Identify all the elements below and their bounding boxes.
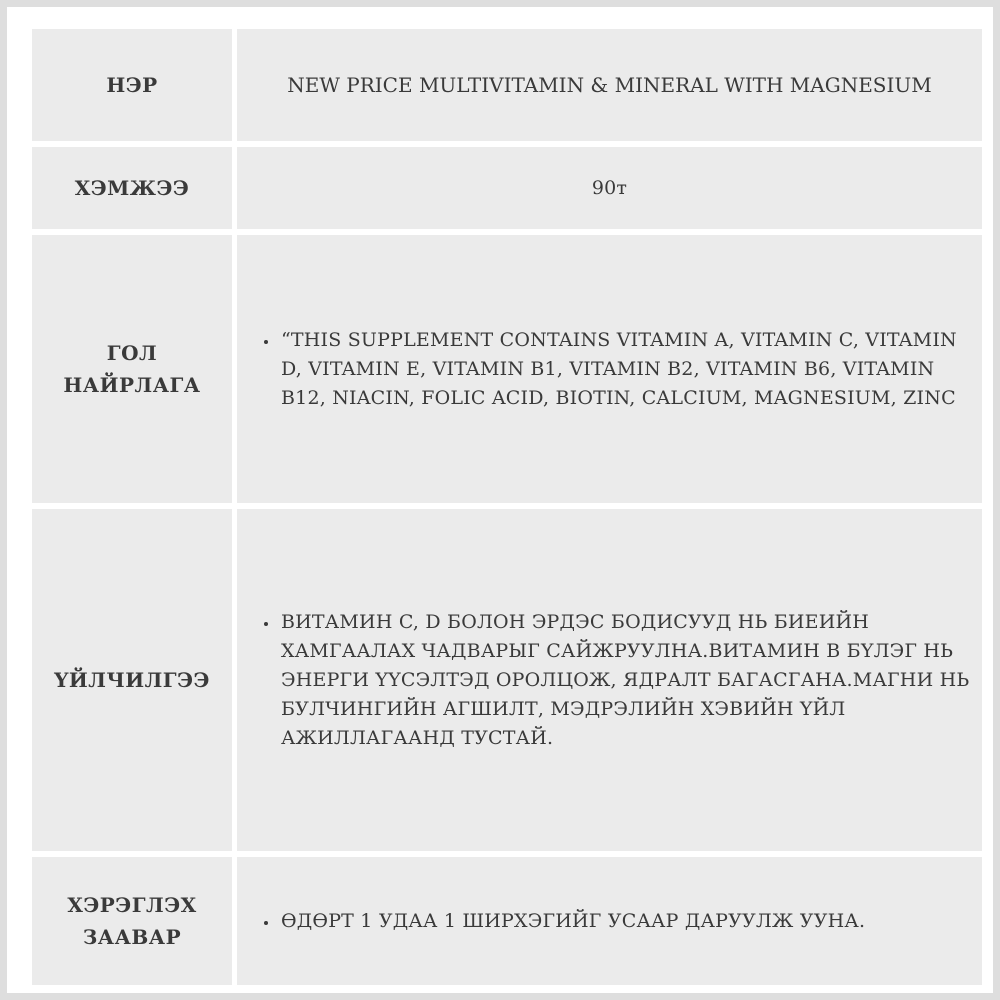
label-usage-line1: ХЭРЭГЛЭХ [67,893,197,917]
benefits-list [237,608,982,753]
usage-list [237,907,873,936]
product-name-text: NEW PRICE MULTIVITAMIN & MINERAL WITH MAGNESIUM [287,72,932,97]
list-item: • ӨДӨРТ 1 УДАА 1 ШИРХЭГИЙГ УСААР ДАРУУЛЖ УУНА. [279,907,865,936]
value-name [237,29,982,141]
label-usage [32,857,232,985]
label-ingredients-line1: ГОЛ [106,341,158,365]
size-text: 90т [591,176,628,199]
label-ingredients-line2: НАЙРЛАГА [63,373,201,397]
value-ingredients [237,235,982,503]
label-benefits-text: ҮЙЛЧИЛГЭЭ [54,668,210,692]
list-item: • “THIS SUPPLEMENT CONTAINS VITAMIN A, VITAMIN C, VITAMIN D, VITAMIN E, VITAMIN B1, VITAMIN B2, VITAMIN B6, VITAMIN B12, NIACIN, FOLIC ACID, BIOTIN, CALCIUM, MAGNESIUM, ZINC [279,326,974,413]
value-usage [237,857,982,985]
label-name-text: НЭР [106,73,158,97]
value-benefits [237,509,982,851]
label-usage-line2: ЗААВАР [82,925,182,949]
label-benefits [32,509,232,851]
label-name [32,29,232,141]
list-item: • ВИТАМИН C, D БОЛОН ЭРДЭС БОДИСУУД НЬ БИЕИЙН ХАМГААЛАХ ЧАДВАРЫГ САЙЖРУУЛНА.ВИТАМИН В БҮЛЭГ НЬ ЭНЕРГИ ҮҮСЭЛТЭД ОРОЛЦОЖ, ЯДРАЛТ БАГАСГАНА.МАГНИ НЬ БУЛЧИНГИЙН АГШИЛТ, МЭДРЭЛИЙН ХЭВИЙН ҮЙЛ АЖИЛЛАГААНД ТУСТАЙ. [279,608,974,753]
label-size [32,147,232,229]
label-ingredients [32,235,232,503]
value-size [237,147,982,229]
label-size-text: ХЭМЖЭЭ [74,176,190,200]
ingredients-list [237,326,982,413]
